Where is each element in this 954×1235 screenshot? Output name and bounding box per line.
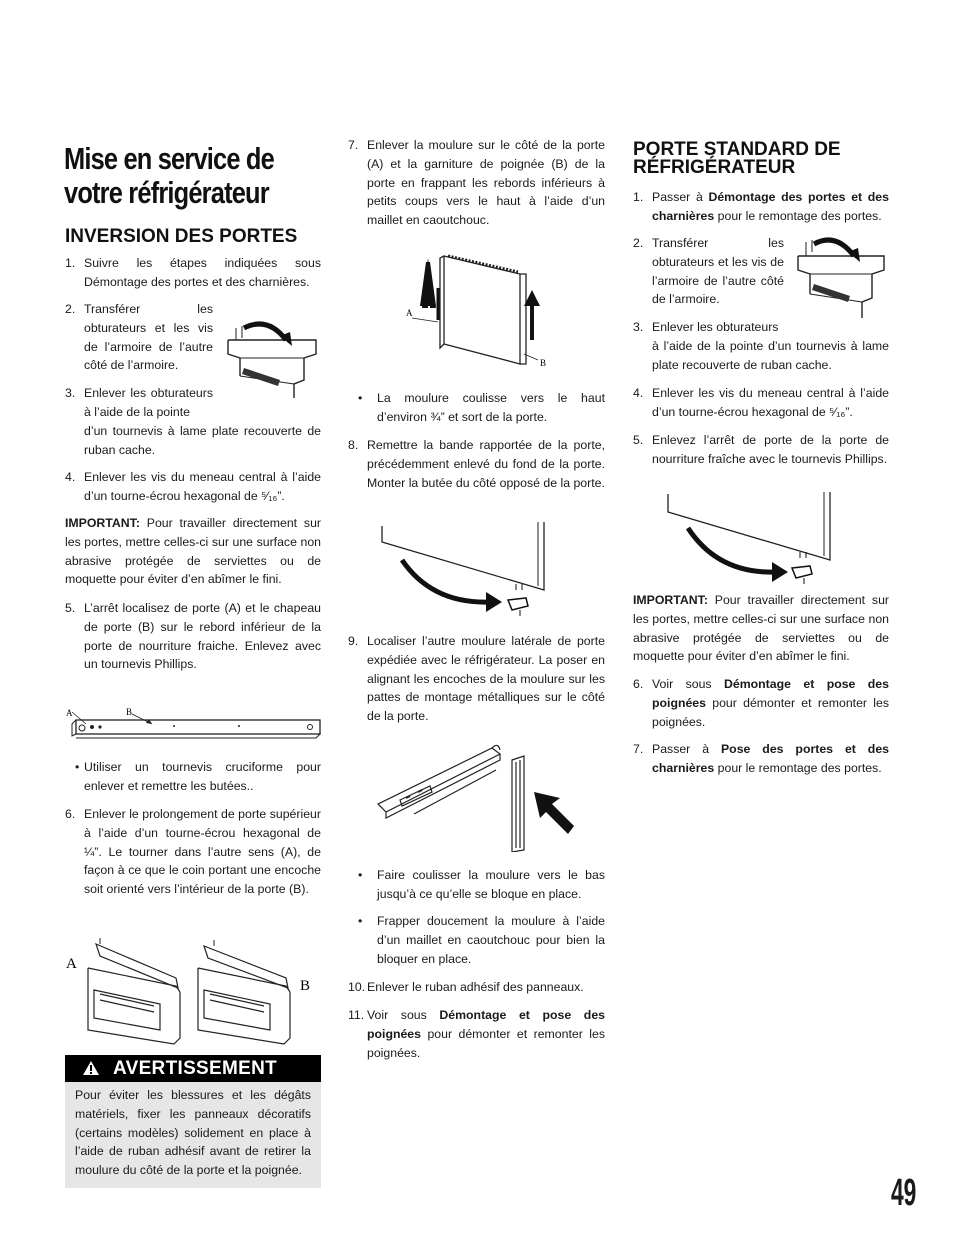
bullet-text: Faire coulisser la moulure vers le bas jusqu’à ce qu’elle se bloque en place. xyxy=(377,868,605,901)
step-7 xyxy=(633,740,889,778)
step-1 xyxy=(65,254,321,292)
step-text: Enlever les obturateurs xyxy=(652,320,779,334)
step-4 xyxy=(65,468,321,506)
step-number: 7. xyxy=(633,742,644,756)
step-text xyxy=(652,188,889,226)
door-stop-removal-illustration xyxy=(664,490,836,590)
step-number: 2. xyxy=(65,302,76,316)
step-text: Localiser l’autre moulure latérale de porte expédiée avec le réfrigérateur. La poser en alignant les encoches de la moulure sur les pattes de montage métalliques sur le côté de la porte. xyxy=(367,634,605,724)
step-6 xyxy=(633,675,889,731)
bullet-screwdriver xyxy=(65,758,321,796)
step-number: 1. xyxy=(65,256,76,270)
step-8 xyxy=(348,436,605,492)
step-text xyxy=(367,1006,605,1062)
step-number: 2. xyxy=(633,236,644,250)
step-text-post: pour démonter et remonter les poignées. xyxy=(652,695,889,729)
step-10 xyxy=(348,978,605,997)
warning-box xyxy=(65,1055,321,1188)
bullet-symbol: • xyxy=(358,391,363,405)
label-b: B xyxy=(126,707,133,717)
step-number: 1. xyxy=(633,190,644,204)
section-heading-door-reversal: INVERSION DES PORTES xyxy=(65,226,298,247)
step-text: Remettre la bande rapportée de la porte, précédemment enlevé du fond de la porte. Monter la butée du côté opposé de la porte. xyxy=(367,438,605,490)
label-a: A xyxy=(66,708,73,718)
step-number: 5. xyxy=(65,601,76,615)
step-text-pre: Passer à xyxy=(652,190,709,204)
step-text: Enlever la moulure sur le côté de la porte (A) et la garniture de poignée (B) de la porte en frappant les rebords inférieurs à petits coups vers le haut à l’aide d’un maillet en caoutchouc. xyxy=(367,138,605,228)
step-number: 4. xyxy=(65,470,76,484)
label-a: A xyxy=(66,956,77,972)
step-3 xyxy=(633,318,889,337)
step-number: 3. xyxy=(633,320,644,334)
step-number: 6. xyxy=(65,807,76,821)
step-5 xyxy=(633,431,889,469)
bullet-text: Frapper doucement la moulure à l’aide d’un maillet en caoutchouc pour bien la bloquer en place. xyxy=(377,914,605,966)
step-text-post: pour le remontage des portes. xyxy=(714,760,882,775)
step-9 xyxy=(348,632,605,726)
door-extension-illustration xyxy=(64,934,324,1046)
warning-text: Pour éviter les blessures et les dégâts matériels, fixer les panneaux décoratifs (certains modèles) solidement en place à l’aide de ruban adhésif avant de retirer la moulure du côté de la porte et la poignée. xyxy=(75,1088,311,1178)
step-2 xyxy=(65,300,213,375)
step-text: Transférer les obturateurs et les vis de l’armoire de l’autre côté de l’armoire. xyxy=(652,236,784,307)
step-text: Enlevez l’arrêt de porte de la porte de nourriture fraîche avec le tournevis Phillips. xyxy=(652,433,889,466)
step-number: 6. xyxy=(633,677,644,691)
step-number: 7. xyxy=(348,138,359,152)
step-4 xyxy=(633,384,889,422)
important-label: IMPORTANT: xyxy=(65,516,140,530)
step-text xyxy=(652,740,889,778)
bullet-tap-molding xyxy=(348,912,605,968)
step-number: 10. xyxy=(348,980,366,994)
page-title: Mise en service de votre réfrigérateur xyxy=(64,141,274,210)
step-text: Enlever les obturateurs à l’aide de la pointe xyxy=(84,386,213,419)
step-text: Enlever les vis du meneau central à l’aide d’un tourne-écrou hexagonal de ⁵⁄₁₆”. xyxy=(84,470,321,503)
step-text-bold: Démontage des portes et des charnières xyxy=(652,190,889,223)
step-number: 4. xyxy=(633,386,644,400)
bullet-slide-molding xyxy=(348,866,605,904)
step-text: d’un tournevis à lame plate recouverte de ruban cache. xyxy=(84,424,321,457)
step-number: 8. xyxy=(348,438,359,452)
bullet-molding-slides xyxy=(348,389,605,427)
step-text: Enlever le ruban adhésif des panneaux. xyxy=(367,980,584,994)
bullet-symbol: • xyxy=(358,868,363,882)
bullet-symbol: • xyxy=(358,914,363,928)
door-stop-mount-illustration xyxy=(378,520,550,620)
step-7 xyxy=(348,136,605,230)
step-text: Suivre les étapes indiquées sous Démontage des portes et des charnières. xyxy=(84,256,321,289)
step-text-pre: Passer à xyxy=(652,742,721,756)
step-number: 3. xyxy=(65,386,76,400)
bullet-text: Utiliser un tournevis cruciforme pour enlever et remettre les butées.. xyxy=(84,760,321,793)
step-text-post: pour démonter et remonter les poignées. xyxy=(367,1026,605,1060)
section-heading-standard-door: PORTE STANDARD DE RÉFRIGÉRATEUR xyxy=(633,139,841,178)
step-text-bold: Démontage et pose des poignées xyxy=(367,1008,605,1041)
important-text: Pour travailler directement sur les portes, mettre celles-ci sur une surface non abrasive protégée de serviettes ou de moquette pour éviter d’en abîmer le fini. xyxy=(65,516,321,587)
label-b: B xyxy=(300,978,311,994)
step-text xyxy=(652,675,889,731)
cabinet-plug-illustration xyxy=(792,232,890,322)
warning-header xyxy=(65,1055,321,1082)
step-2 xyxy=(633,234,784,309)
door-stop-illustration xyxy=(64,706,324,746)
page-number: 49 xyxy=(891,1172,917,1214)
step-3 xyxy=(65,384,213,422)
bullet-text: La moulure coulisse vers le haut d’environ ¾” et sort de la porte. xyxy=(377,391,605,424)
step-text: L’arrêt localisez de porte (A) et le chapeau de porte (B) sur le rebord inférieur de la porte de nourriture fraiche. Enlevez avec un tournevis Phillips. xyxy=(84,601,321,672)
step-1 xyxy=(633,188,889,226)
cabinet-plug-illustration xyxy=(224,318,322,402)
step-text: Enlever le prolongement de porte supérieur à l’aide d’un tourne-écrou hexagonal de ¼”. Le tourner dans l’autre sens (A), de façon à ce que le coin portant une encoche soit orienté vers l’intérieur de la porte (B). xyxy=(84,807,321,897)
step-text-post: pour le remontage des portes. xyxy=(714,208,882,223)
important-text: Pour travailler directement sur les portes, mettre celles-ci sur une surface non abrasive protégée de serviettes ou de moquette pour éviter d’en abîmer le fini. xyxy=(633,593,889,664)
bullet-symbol: • xyxy=(75,760,80,774)
important-note xyxy=(633,591,889,666)
step-3-continued xyxy=(633,337,889,375)
side-molding-install-illustration xyxy=(374,740,584,852)
step-11 xyxy=(348,1006,605,1062)
label-b: B xyxy=(540,358,547,368)
important-label: IMPORTANT: xyxy=(633,593,708,607)
important-note xyxy=(65,514,321,589)
step-text-bold: Démontage et pose des poignées xyxy=(652,677,889,710)
step-number: 5. xyxy=(633,433,644,447)
step-3-continued xyxy=(65,422,321,460)
step-text: Enlever les vis du meneau central à l’aide d’un tourne-écrou hexagonal de ⁵⁄₁₆”. xyxy=(652,386,889,419)
step-5 xyxy=(65,599,321,674)
label-a: A xyxy=(406,308,413,318)
step-number: 9. xyxy=(348,634,359,648)
step-text-pre: Voir sous xyxy=(367,1008,440,1022)
step-number: 11. xyxy=(348,1008,365,1022)
step-6 xyxy=(65,805,321,899)
step-text: à l’aide de la pointe d’un tournevis à lame plate recouverte de ruban cache. xyxy=(652,339,889,372)
step-text-pre: Voir sous xyxy=(652,677,724,691)
step-text-bold: Pose des portes et des charnières xyxy=(652,742,889,775)
step-text: Transférer les obturateurs et les vis de l’armoire de l’autre côté de l’armoire. xyxy=(84,302,213,373)
warning-title: AVERTISSEMENT xyxy=(113,1058,278,1079)
door-molding-illustration xyxy=(398,244,558,374)
warning-icon xyxy=(82,1060,100,1076)
